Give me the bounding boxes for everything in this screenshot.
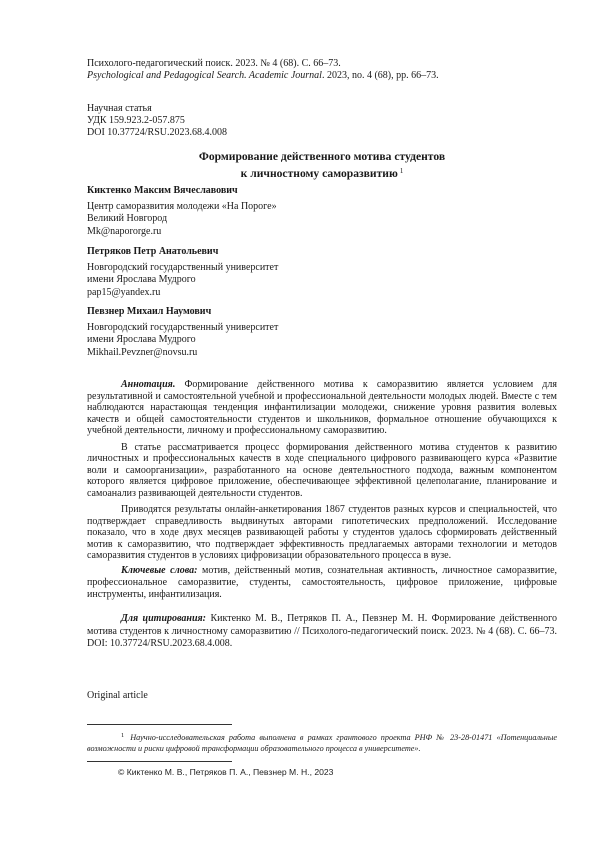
title-line-1: Формирование действенного мотива студентов — [198, 150, 446, 163]
keywords-label: Ключевые слова: — [121, 565, 198, 576]
journal-ref-ru: Психолого-педагогический поиск. 2023. № 4 (68). С. 66–73. — [87, 58, 341, 69]
original-article-label: Original article — [87, 690, 148, 701]
abstract-paragraph: Приводятся результаты онлайн-анкетирования 1867 студентов разных курсов и специальностей, что подтверждает справедливость выдвинутых авторами гипотетических предположений. Исследование показало, что в ходе двух месяцев развивающей работы у студентов удалось сформировать действенный мотив к саморазвитию, что подтверждает эффективность предлагаемых авторами технологии и методов саморазвития студентов в условиях цифровизации образовательного процесса в вузе. — [87, 504, 557, 561]
copyright-divider — [87, 761, 232, 762]
citation-text: Киктенко М. В., Петряков П. А., Певзнер М. Н. Формирование действенного мотива студентов к личностному саморазвитию // Психолого-педагогический поиск. 2023. № 4 (68). С. 66–73. DOI: 10.37724/RSU.2023.68.4.008. — [87, 613, 558, 649]
author-email[interactable]: pap15@yandex.ru — [87, 287, 161, 299]
author-city: Великий Новгород — [87, 213, 168, 225]
author-affiliation-cont: имени Ярослава Мудрого — [87, 274, 196, 286]
keywords — [87, 565, 557, 601]
abstract — [87, 379, 557, 567]
title-line-2 — [87, 164, 557, 181]
author-affiliation-cont: имени Ярослава Мудрого — [87, 334, 196, 346]
journal-reference — [87, 58, 557, 82]
author-block — [87, 185, 557, 239]
author-name: Певзнер Михаил Наумович — [87, 306, 212, 317]
author-email[interactable]: Mikhail.Pevzner@novsu.ru — [87, 347, 198, 359]
abstract-label: Аннотация. — [121, 379, 176, 390]
author-affiliation: Новгородский государственный университет — [87, 321, 279, 333]
author-block — [87, 306, 557, 360]
footnote — [87, 731, 557, 754]
author-affiliation: Центр саморазвития молодежи «На Пороге» — [87, 200, 277, 212]
journal-ref-en — [87, 70, 557, 82]
author-email[interactable]: Mk@napororge.ru — [87, 226, 162, 238]
copyright: © Киктенко М. В., Петряков П. А., Певзнер М. Н., 2023 — [118, 767, 334, 777]
abstract-text: Формирование действенного мотива к саморазвитию является условием для результативной и самостоятельной учебной и профессиональной деятельности молодых людей. Вместе с тем наблюдаются нарастающая тенденция инфантилизации молодежи, снижение уровня развития волевых качеств и общей самостоятельности студентов и школьников, формальное отношение обучающихся к учебной деятельности, личному и профессиональному саморазвитию. — [87, 379, 557, 436]
article-type: Научная статья — [87, 103, 152, 114]
abstract-paragraph — [87, 379, 557, 437]
author-block — [87, 246, 557, 300]
footnote-text: Научно-исследовательская работа выполнена в рамках грантового проекта РНФ № 23-28-01471 «Потенциальные возможности и риски цифровой трансформации образовательного процесса в университете». — [87, 733, 557, 753]
title-footnote-mark[interactable]: 1 — [399, 167, 404, 175]
title-line-2-text: к личностному саморазвитию — [240, 167, 398, 180]
citation-label: Для цитирования: — [121, 613, 207, 624]
journal-name-en: Psychological and Pedagogical Search. Academic Journal — [87, 70, 322, 81]
author-name: Киктенко Максим Вячеславович — [87, 185, 238, 196]
footnote-mark: 1 — [121, 732, 125, 739]
footnote-divider — [87, 724, 232, 725]
article-meta — [87, 103, 557, 139]
doi: DOI 10.37724/RSU.2023.68.4.008 — [87, 127, 228, 138]
udk-code: УДК 159.923.2-057.875 — [87, 115, 185, 126]
article-title — [87, 150, 557, 181]
citation — [87, 613, 557, 651]
abstract-paragraph: В статье рассматривается процесс формирования действенного мотива студентов к развитию личностных и профессиональных качеств в ходе специального цифрового развивающего курса «Развитие воли и самоорганизации», разработанного на основе деятельностного подхода, важным компонентом которого является цифровое приложение, обеспечивающее эффективной целеполагание, планирование и самоанализ развивающей деятельности студентов. — [87, 441, 557, 499]
keywords-text: мотив, действенный мотив, сознательная активность, личностное саморазвитие, профессиональное саморазвитие, студенты, самостоятельность, цифровое приложение, цифровые инструменты, инфантилизация. — [87, 565, 558, 600]
author-affiliation: Новгородский государственный университет — [87, 261, 279, 273]
journal-ref-en-details: . 2023, no. 4 (68), pp. 66–73. — [321, 70, 439, 81]
author-name: Петряков Петр Анатольевич — [87, 246, 219, 257]
